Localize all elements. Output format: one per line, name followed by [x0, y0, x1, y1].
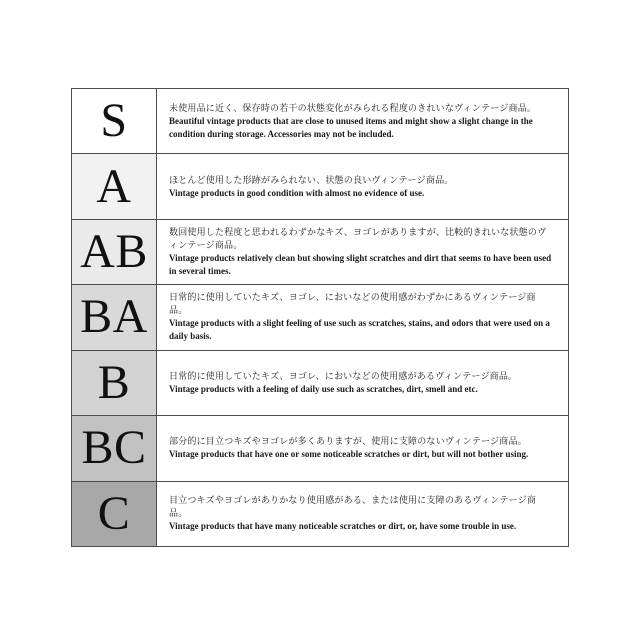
grade-cell-b [72, 351, 157, 415]
grade-letter-ab: AB [80, 225, 148, 279]
grade-letter-bc: BC [81, 421, 147, 475]
grade-description-english: Vintage products relatively clean but showing slight scratches and dirt that seems to have been used in several times. [169, 253, 552, 277]
grade-letter-b: B [97, 355, 131, 409]
grade-description-cell-s [157, 89, 568, 153]
grade-description-english: Vintage products that have many noticeable scratches or dirt, or, have some trouble in use. [169, 521, 517, 532]
grade-description-cell-ab [157, 220, 568, 284]
grade-description-japanese: 日常的に使用していたキズ、ヨゴレ、においなどの使用感があるヴィンテージ商品。 [169, 370, 518, 381]
grade-letter-s: S [100, 94, 128, 148]
grade-cell-bc [72, 416, 157, 480]
grade-description-cell-b [157, 351, 568, 415]
condition-grading-table [71, 88, 569, 547]
grade-row-ba [72, 285, 568, 350]
grade-description-english: Vintage products that have one or some noticeable scratches or dirt, but will not bother using. [169, 449, 529, 460]
grade-description-japanese: 目立つキズやヨゴレがありかなり使用感がある、または使用に支障のあるヴィンテージ商品。 [169, 495, 537, 519]
grade-description-japanese: 日常的に使用していたキズ、ヨゴレ、においなどの使用感がわずかにあるヴィンテージ商品。 [169, 292, 536, 316]
grade-description-japanese: 部分的に目立つキズやヨゴレが多くありますが、使用に支障のないヴィンテージ商品。 [169, 436, 527, 447]
grade-description-english: Beautiful vintage products that are close to unused items and might show a slight change in the condition during storage. Accessories may not be included. [169, 115, 533, 139]
grade-cell-c [72, 482, 157, 546]
grade-letter-ba: BA [80, 290, 148, 344]
grade-description-english: Vintage products with a slight feeling of use such as scratches, stains, and odors that were used on a daily basis. [169, 318, 550, 342]
grade-description-cell-ba [157, 285, 568, 349]
grade-description-cell-bc [157, 416, 568, 480]
grade-cell-ab [72, 220, 157, 284]
grade-letter-c: C [97, 486, 131, 540]
grade-cell-ba [72, 285, 157, 349]
grade-description-japanese: 数回使用した程度と思われるわずかなキズ、ヨゴレがありますが、比較的きれいな状態のヴィンテージ商品。 [169, 227, 547, 251]
grade-description-japanese: 未使用品に近く、保存時の若干の状態変化がみられる程度のきれいなヴィンテージ商品。 [169, 102, 537, 113]
grade-row-a [72, 154, 568, 219]
grade-letter-a: A [96, 159, 132, 213]
grade-row-ab [72, 220, 568, 285]
grade-row-s [72, 89, 568, 154]
grade-row-c [72, 482, 568, 546]
grade-description-cell-a [157, 154, 568, 218]
grade-description-cell-c [157, 482, 568, 546]
grade-description-japanese: ほとんど使用した形跡がみられない、状態の良いヴィンテージ商品。 [169, 174, 454, 185]
grade-description-english: Vintage products with a feeling of daily use such as scratches, dirt, smell and etc. [169, 383, 478, 394]
grade-description-english: Vintage products in good condition with almost no evidence of use. [169, 187, 425, 198]
grade-cell-s [72, 89, 157, 153]
grade-cell-a [72, 154, 157, 218]
grade-row-bc [72, 416, 568, 481]
grade-row-b [72, 351, 568, 416]
